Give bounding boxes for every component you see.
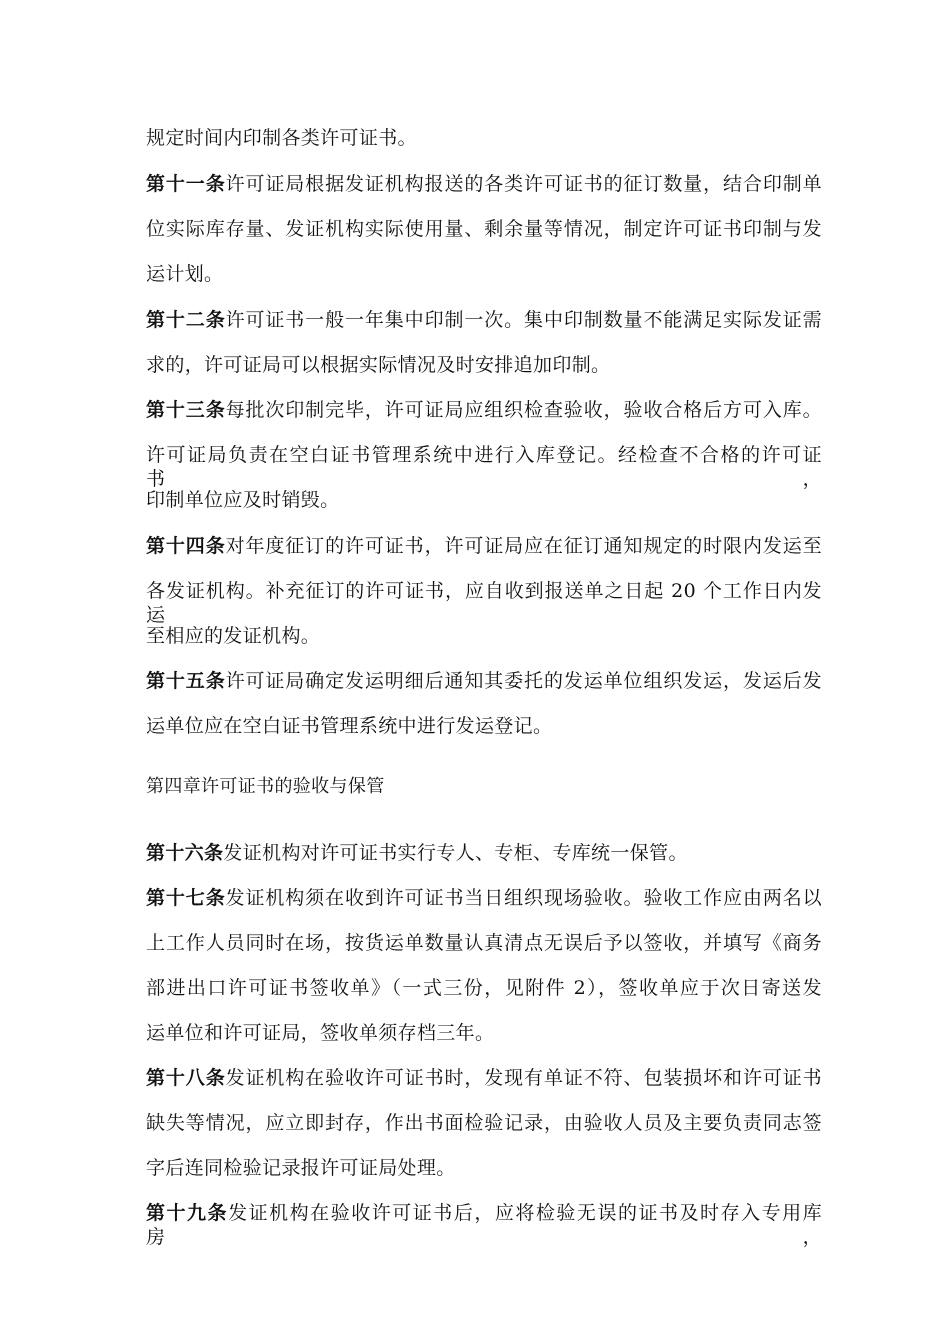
article-14-label: 第十四条 — [146, 535, 226, 557]
article-11-line-1: 第十一条许可证局根据发证机构报送的各类许可证书的征订数量，结合印制单 — [146, 173, 822, 195]
article-13-line-2: 许可证局负责在空白证书管理系统中进行入库登记。经检查不合格的许可证书， — [146, 444, 822, 490]
article-16-label: 第十六条 — [146, 842, 224, 864]
article-17-label: 第十七条 — [146, 887, 226, 909]
article-15-line-2: 运单位应在空白证书管理系统中进行发运登记。 — [146, 715, 553, 737]
continuation-line: 规定时间内印制各类许可证书。 — [146, 127, 417, 149]
article-15-line-1: 第十五条许可证局确定发运明细后通知其委托的发运单位组织发运，发运后发 — [146, 670, 822, 692]
article-13-line-1: 第十三条每批次印制完毕，许可证局应组织检查验收，验收合格后方可入库。 — [146, 399, 822, 421]
article-18-line-1: 第十八条发证机构在验收许可证书时，发现有单证不符、包装损坏和许可证书 — [146, 1067, 822, 1089]
article-13-line-3: 印制单位应及时销毁。 — [146, 489, 340, 511]
chapter-heading: 第四章许可证书的验收与保管 — [146, 776, 385, 797]
article-15-label: 第十五条 — [146, 670, 226, 692]
article-17-line-3: 部进出口许可证书签收单》（一式三份，见附件 2），签收单应于次日寄送发 — [146, 977, 822, 999]
article-19-line-1: 第十九条发证机构在验收许可证书后，应将检验无误的证书及时存入专用库房， — [146, 1202, 823, 1248]
document-page — [146, 0, 822, 1344]
article-13-label: 第十三条 — [146, 399, 226, 421]
article-17-line-2: 上工作人员同时在场，按货运单数量认真清点无误后予以签收，并填写《商务 — [146, 932, 822, 954]
article-14-line-1: 第十四条对年度征订的许可证书，许可证局应在征订通知规定的时限内发运至 — [146, 535, 822, 557]
article-19-label: 第十九条 — [146, 1202, 229, 1224]
article-11-line-2: 位实际库存量、发证机构实际使用量、剩余量等情况，制定许可证书印制与发 — [146, 218, 822, 240]
article-11-label: 第十一条 — [146, 173, 226, 195]
article-12-line-1: 第十二条许可证书一般一年集中印制一次。集中印制数量不能满足实际发证需 — [146, 309, 822, 331]
article-18-line-2: 缺失等情况，应立即封存，作出书面检验记录，由验收人员及主要负责同志签 — [146, 1112, 822, 1134]
article-18-label: 第十八条 — [146, 1067, 226, 1089]
article-11-line-3: 运计划。 — [146, 263, 224, 285]
article-12-line-2: 求的，许可证局可以根据实际情况及时安排追加印制。 — [146, 354, 611, 376]
article-18-line-3: 字后连同检验记录报许可证局处理。 — [146, 1157, 456, 1179]
article-16-line-1: 第十六条发证机构对许可证书实行专人、专柜、专库统一保管。 — [146, 842, 688, 864]
article-12-label: 第十二条 — [146, 309, 226, 331]
article-14-line-2: 各发证机构。补充征订的许可证书，应自收到报送单之日起 20 个工作日内发运 — [146, 580, 822, 626]
article-14-line-3: 至相应的发证机构。 — [146, 625, 321, 647]
article-17-line-4: 运单位和许可证局，签收单须存档三年。 — [146, 1022, 495, 1044]
article-17-line-1: 第十七条发证机构须在收到许可证书当日组织现场验收。验收工作应由两名以 — [146, 887, 822, 909]
